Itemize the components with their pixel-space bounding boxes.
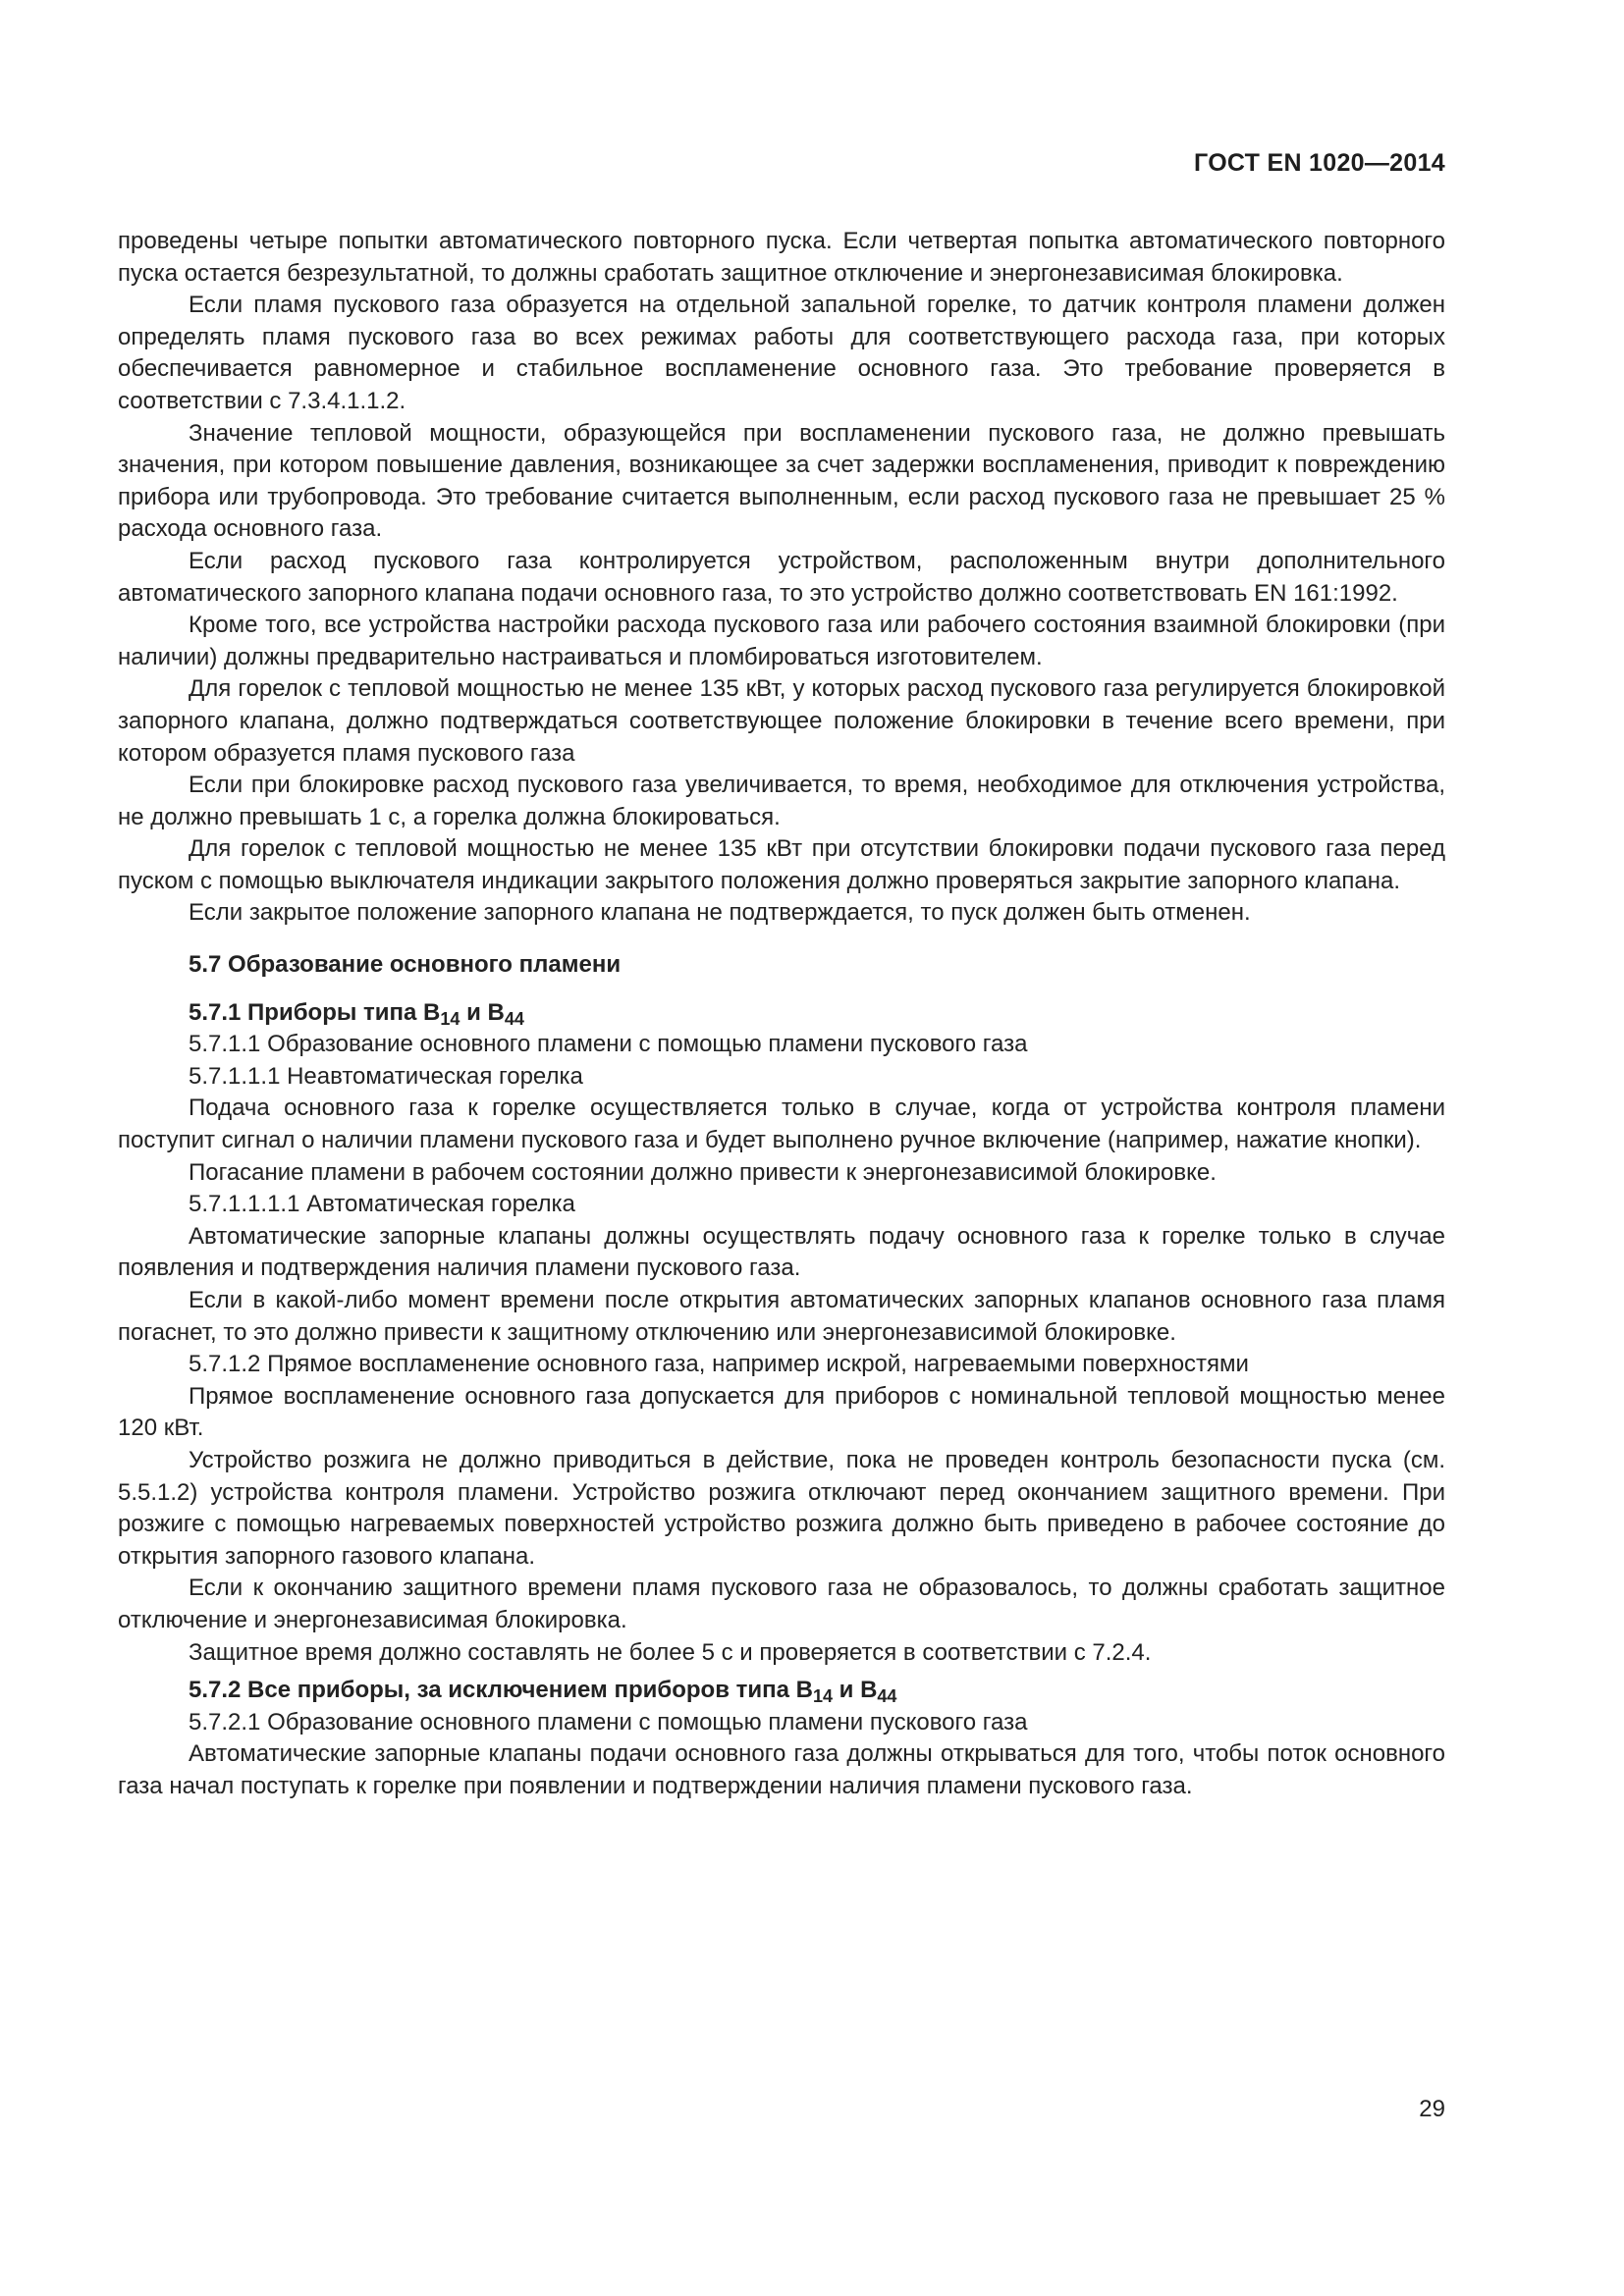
paragraph: Кроме того, все устройства настройки расхода пускового газа или рабочего состояния взаимной блокировки (при наличии) должны предварительно настраиваться и пломбироваться изготовителем. (118, 612, 1445, 670)
paragraph: Для горелок с тепловой мощностью не менее 135 кВт, у которых расход пускового газа регулируется блокировкой запорного клапана, должно подтверждаться соответствующее положение блокировки в течение всего времени, при котором образуется пламя пускового газа (118, 675, 1445, 767)
paragraph: 5.7.2.1 Образование основного пламени с помощью пламени пускового газа (189, 1708, 1028, 1735)
paragraph: Если в какой-либо момент времени после открытия автоматических запорных клапанов основного газа пламя погаснет, то это должно привести к защитному отключению или энергонезависимой блокировке. (118, 1287, 1445, 1346)
paragraph: Если при блокировке расход пускового газа увеличивается, то время, необходимое для отключения устройства, не должно превышать 1 с, а горелка должна блокироваться. (118, 772, 1445, 830)
paragraph: Значение тепловой мощности, образующейся при воспламенении пускового газа, не должно превышать значения, при котором повышение давления, возникающее за счет задержки воспламенения, приводит к повреждению прибора или трубопровода. Это требование считается выполненным, если расход пускового газа не превышает 25 % расхода основного газа. (118, 419, 1445, 543)
subscript: 14 (440, 1008, 460, 1029)
paragraph: Для горелок с тепловой мощностью не менее 135 кВт при отсутствии блокировки подачи пускового газа перед пуском с помощью выключателя индикации закрытого положения должно проверяться закрытие запорного клапана. (118, 835, 1445, 894)
paragraph: 5.7.1.1 Образование основного пламени с помощью пламени пускового газа (189, 1031, 1028, 1058)
paragraph: 5.7.1.1.1 Неавтоматическая горелка (189, 1062, 583, 1090)
heading-text: и В (460, 998, 505, 1026)
paragraph: Подача основного газа к горелке осуществляется только в случае, когда от устройства контроля пламени поступит сигнал о наличии пламени пускового газа и будет выполнено ручное включение (например, нажатие кнопки). (118, 1095, 1445, 1154)
standard-designation: ГОСТ EN 1020—2014 (1194, 149, 1445, 177)
subsection-heading-5-7-1 (118, 997, 1445, 1030)
page-number: 29 (1419, 2096, 1445, 2122)
paragraph: Если пламя пускового газа образуется на отдельной запальной горелке, то датчик контроля пламени должен определять пламя пускового газа во всех режимах работы для соответствующего расхода газа, при которых обеспечивается равномерное и стабильное воспламенение основного газа. Это требование проверяется в соответствии с 7.3.4.1.1.2. (118, 292, 1445, 414)
paragraph: Погасание пламени в рабочем состоянии должно привести к энергонезависимой блокировке. (189, 1158, 1217, 1186)
subsection-heading-5-7-2 (118, 1675, 1445, 1707)
paragraph: Если закрытое положение запорного клапана не подтверждается, то пуск должен быть отменен. (189, 899, 1251, 927)
subscript: 44 (504, 1008, 524, 1029)
heading-text: 5.7.1 Приборы типа В (189, 998, 441, 1026)
body-text (118, 226, 1445, 1803)
heading-text: и В (833, 1677, 878, 1704)
paragraph: Автоматические запорные клапаны подачи основного газа должны открываться для того, чтобы поток основного газа начал поступать к горелке при появлении и подтверждении наличия пламени пускового газа. (118, 1740, 1445, 1799)
paragraph: Если расход пускового газа контролируется устройством, расположенным внутри дополнительного автоматического запорного клапана подачи основного газа, то это устройство должно соответствовать EN 161:1992. (118, 547, 1445, 607)
paragraph: Устройство розжига не должно приводиться в действие, пока не проведен контроль безопасности пуска (см. 5.5.1.2) устройства контроля пламени. Устройство розжига отключают перед окончанием защитного времени. При розжиге с помощью нагреваемых поверхностей устройство розжига должно быть приведено в рабочее состояние до открытия запорного газового клапана. (118, 1446, 1445, 1570)
subscript: 44 (877, 1686, 897, 1707)
subscript: 14 (812, 1686, 833, 1707)
heading-text: 5.7.2 Все приборы, за исключением приборов типа В (189, 1677, 813, 1704)
paragraph: проведены четыре попытки автоматического повторного пуска. Если четвертая попытка автоматического повторного пуска остается безрезультатной, то должны сработать защитное отключение и энергонезависимая блокировка. (118, 228, 1445, 287)
paragraph: Защитное время должно составлять не более 5 с и проверяется в соответствии с 7.2.4. (189, 1638, 1152, 1666)
paragraph: 5.7.1.2 Прямое воспламенение основного газа, например искрой, нагреваемыми поверхностями (189, 1351, 1249, 1378)
section-heading-5-7: 5.7 Образование основного пламени (189, 951, 622, 979)
paragraph: Если к окончанию защитного времени пламя пускового газа не образовалось, то должны сработать защитное отключение и энергонезависимая блокировка. (118, 1575, 1445, 1633)
paragraph: Прямое воспламенение основного газа допускается для приборов с номинальной тепловой мощностью менее 120 кВт. (118, 1382, 1445, 1442)
paragraph: Автоматические запорные клапаны должны осуществлять подачу основного газа к горелке только в случае появления и подтверждения наличия пламени пускового газа. (118, 1222, 1445, 1282)
paragraph: 5.7.1.1.1.1 Автоматическая горелка (189, 1191, 575, 1218)
